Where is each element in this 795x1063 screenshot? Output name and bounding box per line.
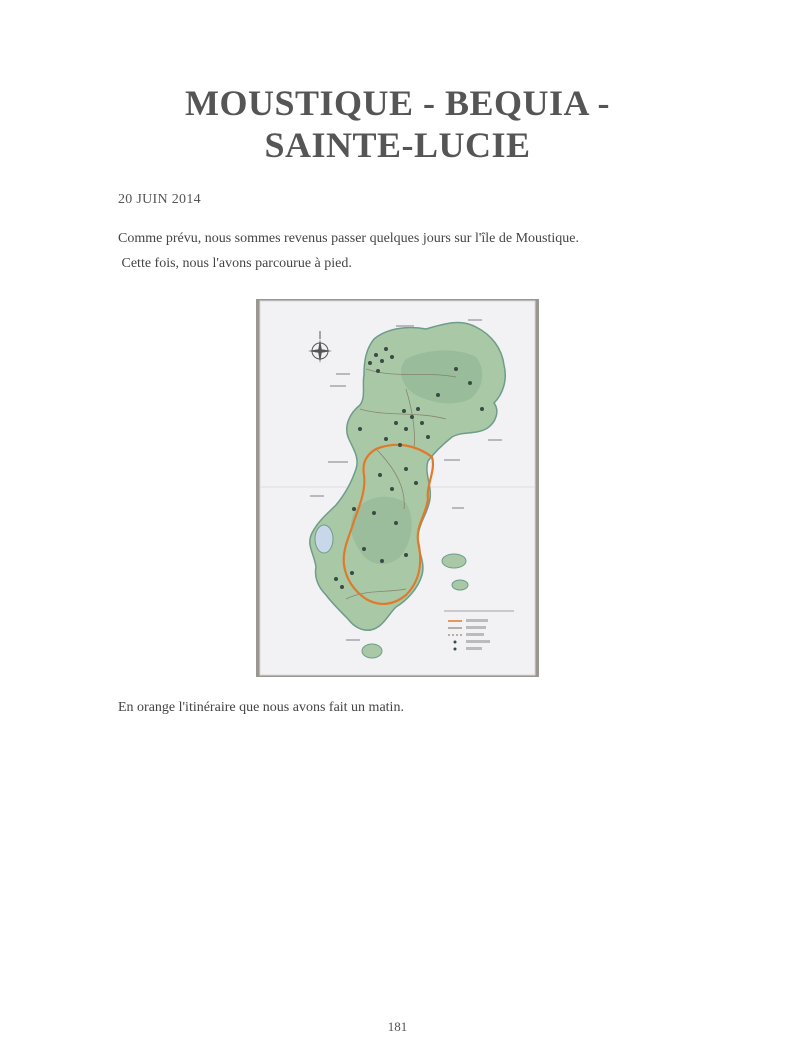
island-map-photo (256, 299, 539, 677)
island-map-illustration (256, 299, 539, 677)
photo-caption: En orange l'itinéraire que nous avons fait un matin. (118, 700, 404, 715)
page-title-line-1: MOUSTIQUE - BEQUIA - (184, 83, 611, 123)
page-number: 181 (387, 1019, 408, 1034)
post-date: 20 JUIN 2014 (118, 192, 201, 207)
page-title (0, 82, 795, 166)
paragraph-intro: Comme prévu, nous sommes revenus passer quelques jours sur l'île de Moustique. (118, 231, 579, 246)
paragraph-walk: Cette fois, nous l'avons parcourue à pied. (118, 256, 352, 271)
page-title-line-2: SAINTE-LUCIE (264, 125, 531, 165)
